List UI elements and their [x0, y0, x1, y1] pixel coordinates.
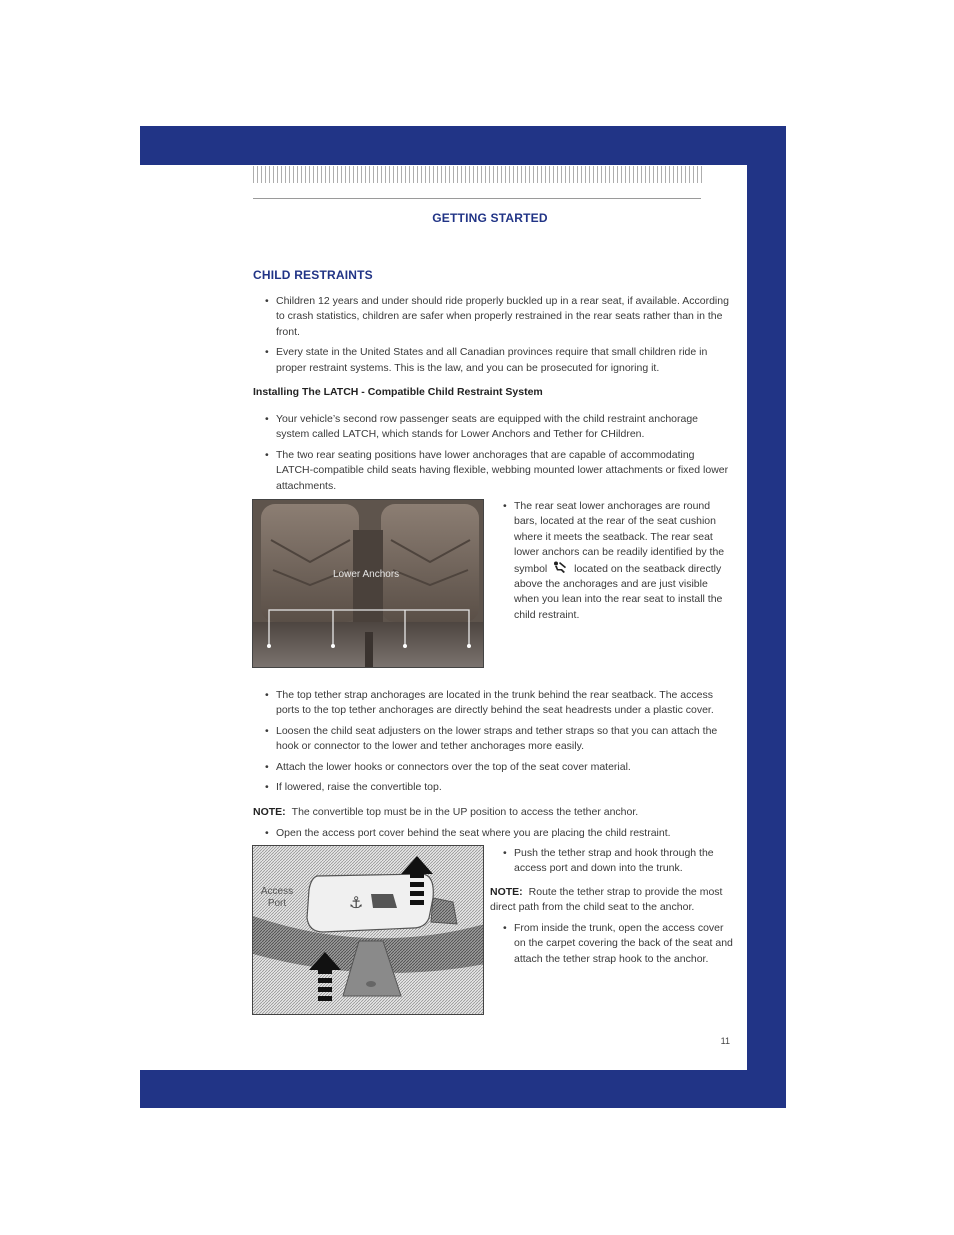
child-seat-anchor-symbol-icon — [553, 561, 568, 574]
list-item — [503, 499, 733, 623]
access-label-line2: Port — [267, 898, 287, 909]
section-title: GETTING STARTED — [432, 211, 548, 225]
list-item: • The top tether strap anchorages are located in the trunk behind the rear seatback. The access ports to the top tether anchorages are directly behind the seat headrests under a plastic cover. — [265, 688, 730, 719]
list-item: • Children 12 years and under should ride properly buckled up in a rear seat, if available. According to crash statistics, children are safer when properly restrained in the rear seats rather than in the front. — [265, 294, 730, 340]
access-label-line1: Access — [260, 886, 294, 897]
decorative-tick-strip — [253, 166, 703, 183]
note-label: NOTE: — [490, 886, 523, 898]
trunk-access-list — [503, 921, 733, 972]
tether-routing-list — [503, 846, 733, 882]
note-text: The convertible top must be in the UP position to access the tether anchor. — [291, 806, 639, 818]
svg-text:⚓: ⚓ — [349, 893, 364, 912]
note-label: NOTE: — [253, 806, 286, 818]
rear-seat-illustration — [253, 500, 484, 668]
list-item: • Open the access port cover behind the seat where you are placing the child restraint. — [265, 826, 730, 841]
access-port-bullet-list — [265, 826, 730, 846]
tether-bullet-list — [265, 688, 730, 800]
page-frame-top — [140, 126, 786, 165]
page-frame-bottom — [140, 1070, 786, 1108]
list-item: • Attach the lower hooks or connectors over the top of the seat cover material. — [265, 760, 730, 775]
note-text: Route the tether strap to provide the most direct path from the child seat to the anchor. — [490, 886, 723, 914]
list-item: • Push the tether strap and hook through the access port and down into the trunk. — [503, 846, 733, 877]
note-route-tether — [490, 885, 735, 916]
figure-label-lower-anchors: Lower Anchors — [333, 569, 400, 580]
page-number: 11 — [720, 1036, 730, 1046]
access-port-illustration — [252, 845, 484, 1015]
header-rule — [253, 198, 701, 199]
list-item: • Every state in the United States and all Canadian provinces require that small children ride in proper restraint systems. This is the law, and you can be prosecuted for ignoring it. — [265, 345, 730, 376]
list-item: • Your vehicle’s second row passenger seats are equipped with the child restraint anchorage system called LATCH, which stands for Lower Anchors and Tether for CHildren. — [265, 412, 730, 443]
anchor-text-part1: The rear seat lower anchorages are round bars, located at the rear of the seat cushion where it meets the seatback. The rear seat lower anchors can be readily identified by the symbol — [514, 500, 725, 575]
lower-anchors-photo — [252, 499, 484, 668]
access-port-drawing — [253, 846, 484, 1015]
list-item: • The two rear seating positions have lower anchorages that are capable of accommodating LATCH-compatible child seats having flexible, webbing mounted lower attachments or fixed lower attachments. — [265, 448, 730, 494]
anchor-description-list — [503, 499, 733, 628]
intro-bullet-list — [265, 294, 730, 381]
list-item: • Loosen the child seat adjusters on the lower straps and tether straps so that you can attach the hook or connector to the lower and tether anchorages more easily. — [265, 724, 730, 755]
latch-bullet-list — [265, 412, 730, 499]
anchor-text-part2: located on the seatback directly above the anchorages and are just visible when you lean into the rear seat to install the child restraint. — [514, 562, 723, 621]
figure-label-access-port — [257, 886, 297, 910]
list-item: • If lowered, raise the convertible top. — [265, 780, 730, 795]
latch-subheading: Installing The LATCH - Compatible Child Restraint System — [253, 386, 543, 398]
page-frame-right — [747, 126, 786, 1108]
page-heading: CHILD RESTRAINTS — [253, 268, 373, 282]
list-item: • From inside the trunk, open the access cover on the carpet covering the back of the seat and attach the tether strap hook to the anchor. — [503, 921, 733, 967]
note-convertible-top — [253, 805, 733, 820]
